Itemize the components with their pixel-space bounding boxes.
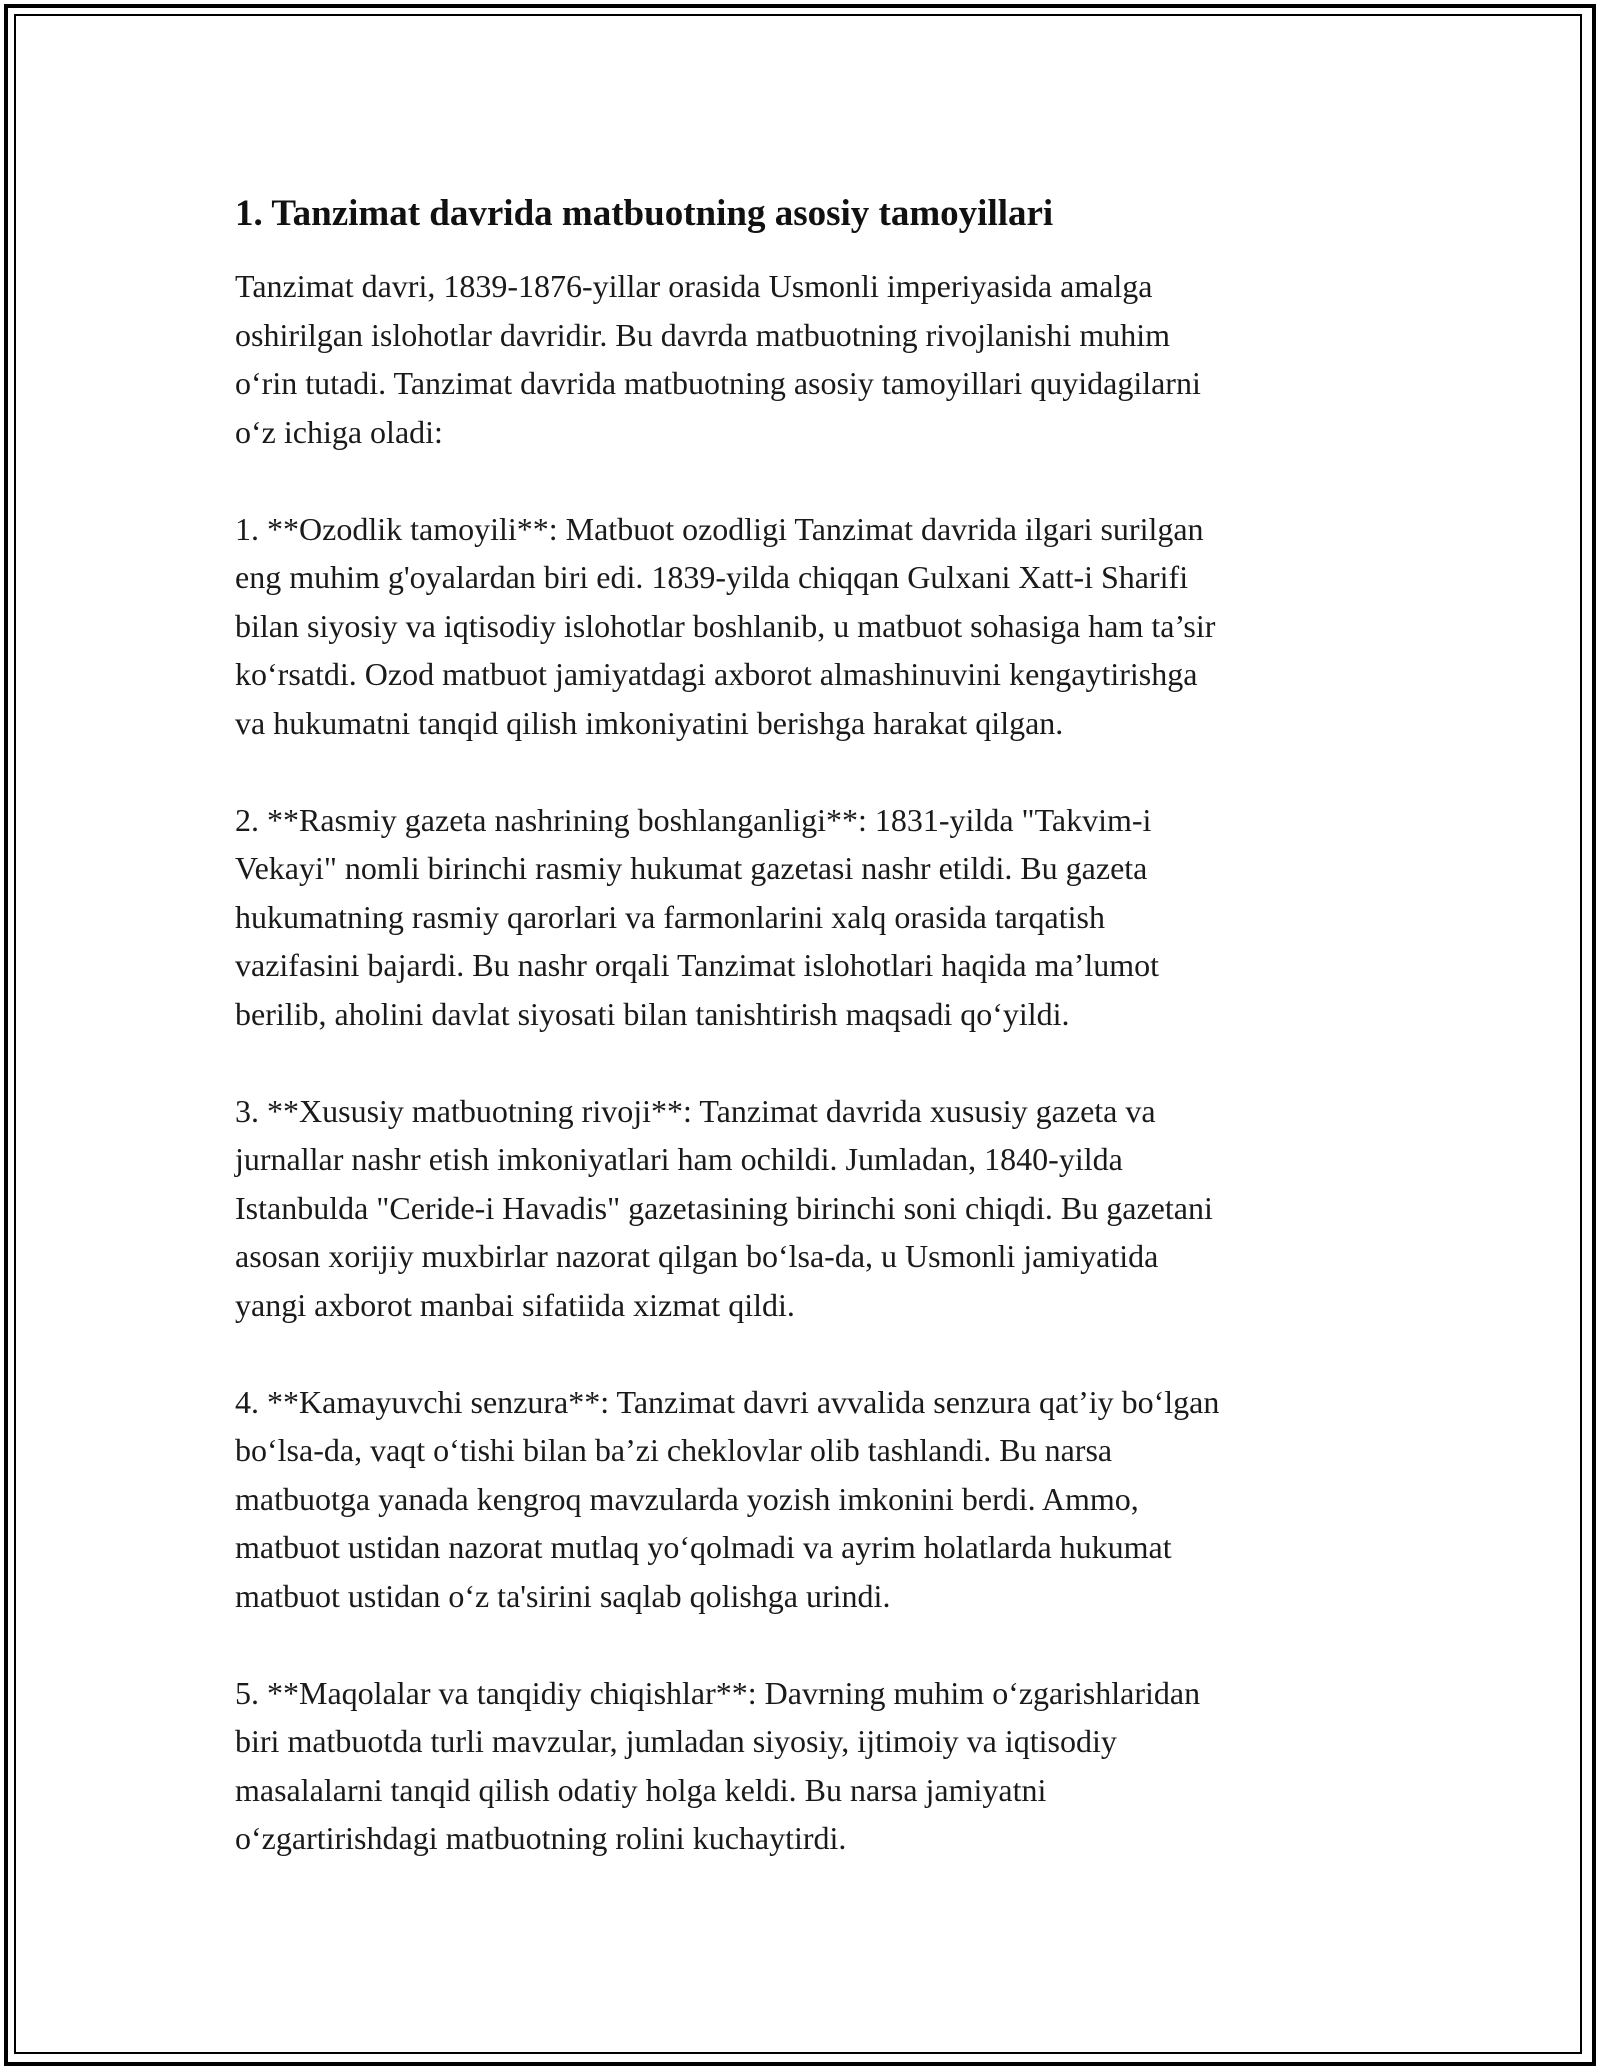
section-title: 1. Tanzimat davrida matbuotning asosiy tamoyillari bbox=[235, 193, 1054, 234]
list-item-senzura: 4. **Kamayuvchi senzura**: Tanzimat davri avvalida senzura qat’iy bo‘lgan bo‘lsa-da, vaqt o‘tishi bilan ba’zi cheklovlar olib tashlandi. Bu narsa matbuotga yanada kengroq mavzularda yozish imkonini berdi. Ammo, matbuot ustidan nazorat mutlaq yo‘qolmadi va ayrim holatlarda hukumat matbuot ustidan o‘z ta'sirini saqlab qolishga urindi. bbox=[235, 1383, 1220, 1614]
list-item-ozodlik: 1. **Ozodlik tamoyili**: Matbuot ozodligi Tanzimat davrida ilgari surilgan eng muhim g'oyalardan biri edi. 1839-yilda chiqqan Gulxani Xatt-i Sharifi bilan siyosiy va iqtisodiy islohotlar boshlanib, u matbuot sohasiga ham ta’sir ko‘rsatdi. Ozod matbuot jamiyatdagi axborot almashinuvini kengaytirishga va hukumatni tanqid qilish imkoniyatini berishga harakat qilgan. bbox=[235, 510, 1216, 741]
list-item-rasmiy-gazeta: 2. **Rasmiy gazeta nashrining boshlanganligi**: 1831-yilda "Takvim-i Vekayi" nomli birinchi rasmiy hukumat gazetasi nashr etildi. Bu gazeta hukumatning rasmiy qarorlari va farmonlarini xalq orasida tarqatish vazifasini bajardi. Bu nashr orqali Tanzimat islohotlari haqida ma’lumot berilib, aholini davlat siyosati bilan tanishtirish maqsadi qo‘yildi. bbox=[235, 801, 1160, 1032]
list-item-maqolalar: 5. **Maqolalar va tanqidiy chiqishlar**: Davrning muhim o‘zgarishlaridan biri matbuotda turli mavzular, jumladan siyosiy, ijtimoiy va iqtisodiy masalalarni tanqid qilish odatiy holga keldi. Bu narsa jamiyatni o‘zgartirishdagi matbuotning rolini kuchaytirdi. bbox=[235, 1674, 1201, 1856]
list-item-xususiy-matbuot: 3. **Xususiy matbuotning rivoji**: Tanzimat davrida xususiy gazeta va jurnallar nashr etish imkoniyatlari ham ochildi. Jumladan, 1840-yilda Istanbulda "Ceride-i Havadis" gazetasining birinchi soni chiqdi. Bu gazetani asosan xorijiy muxbirlar nazorat qilgan bo‘lsa-da, u Usmonli jamiyatida yangi axborot manbai sifatiida xizmat qildi. bbox=[235, 1092, 1213, 1323]
intro-paragraph: Tanzimat davri, 1839-1876-yillar orasida Usmonli imperiyasida amalga oshirilgan islohotlar davridir. Bu davrda matbuotning rivojlanishi muhim o‘rin tutadi. Tanzimat davrida matbuotning asosiy tamoyillari quyidagilarni o‘z ichiga oladi: bbox=[235, 268, 1201, 450]
document-body bbox=[235, 190, 1380, 1911]
